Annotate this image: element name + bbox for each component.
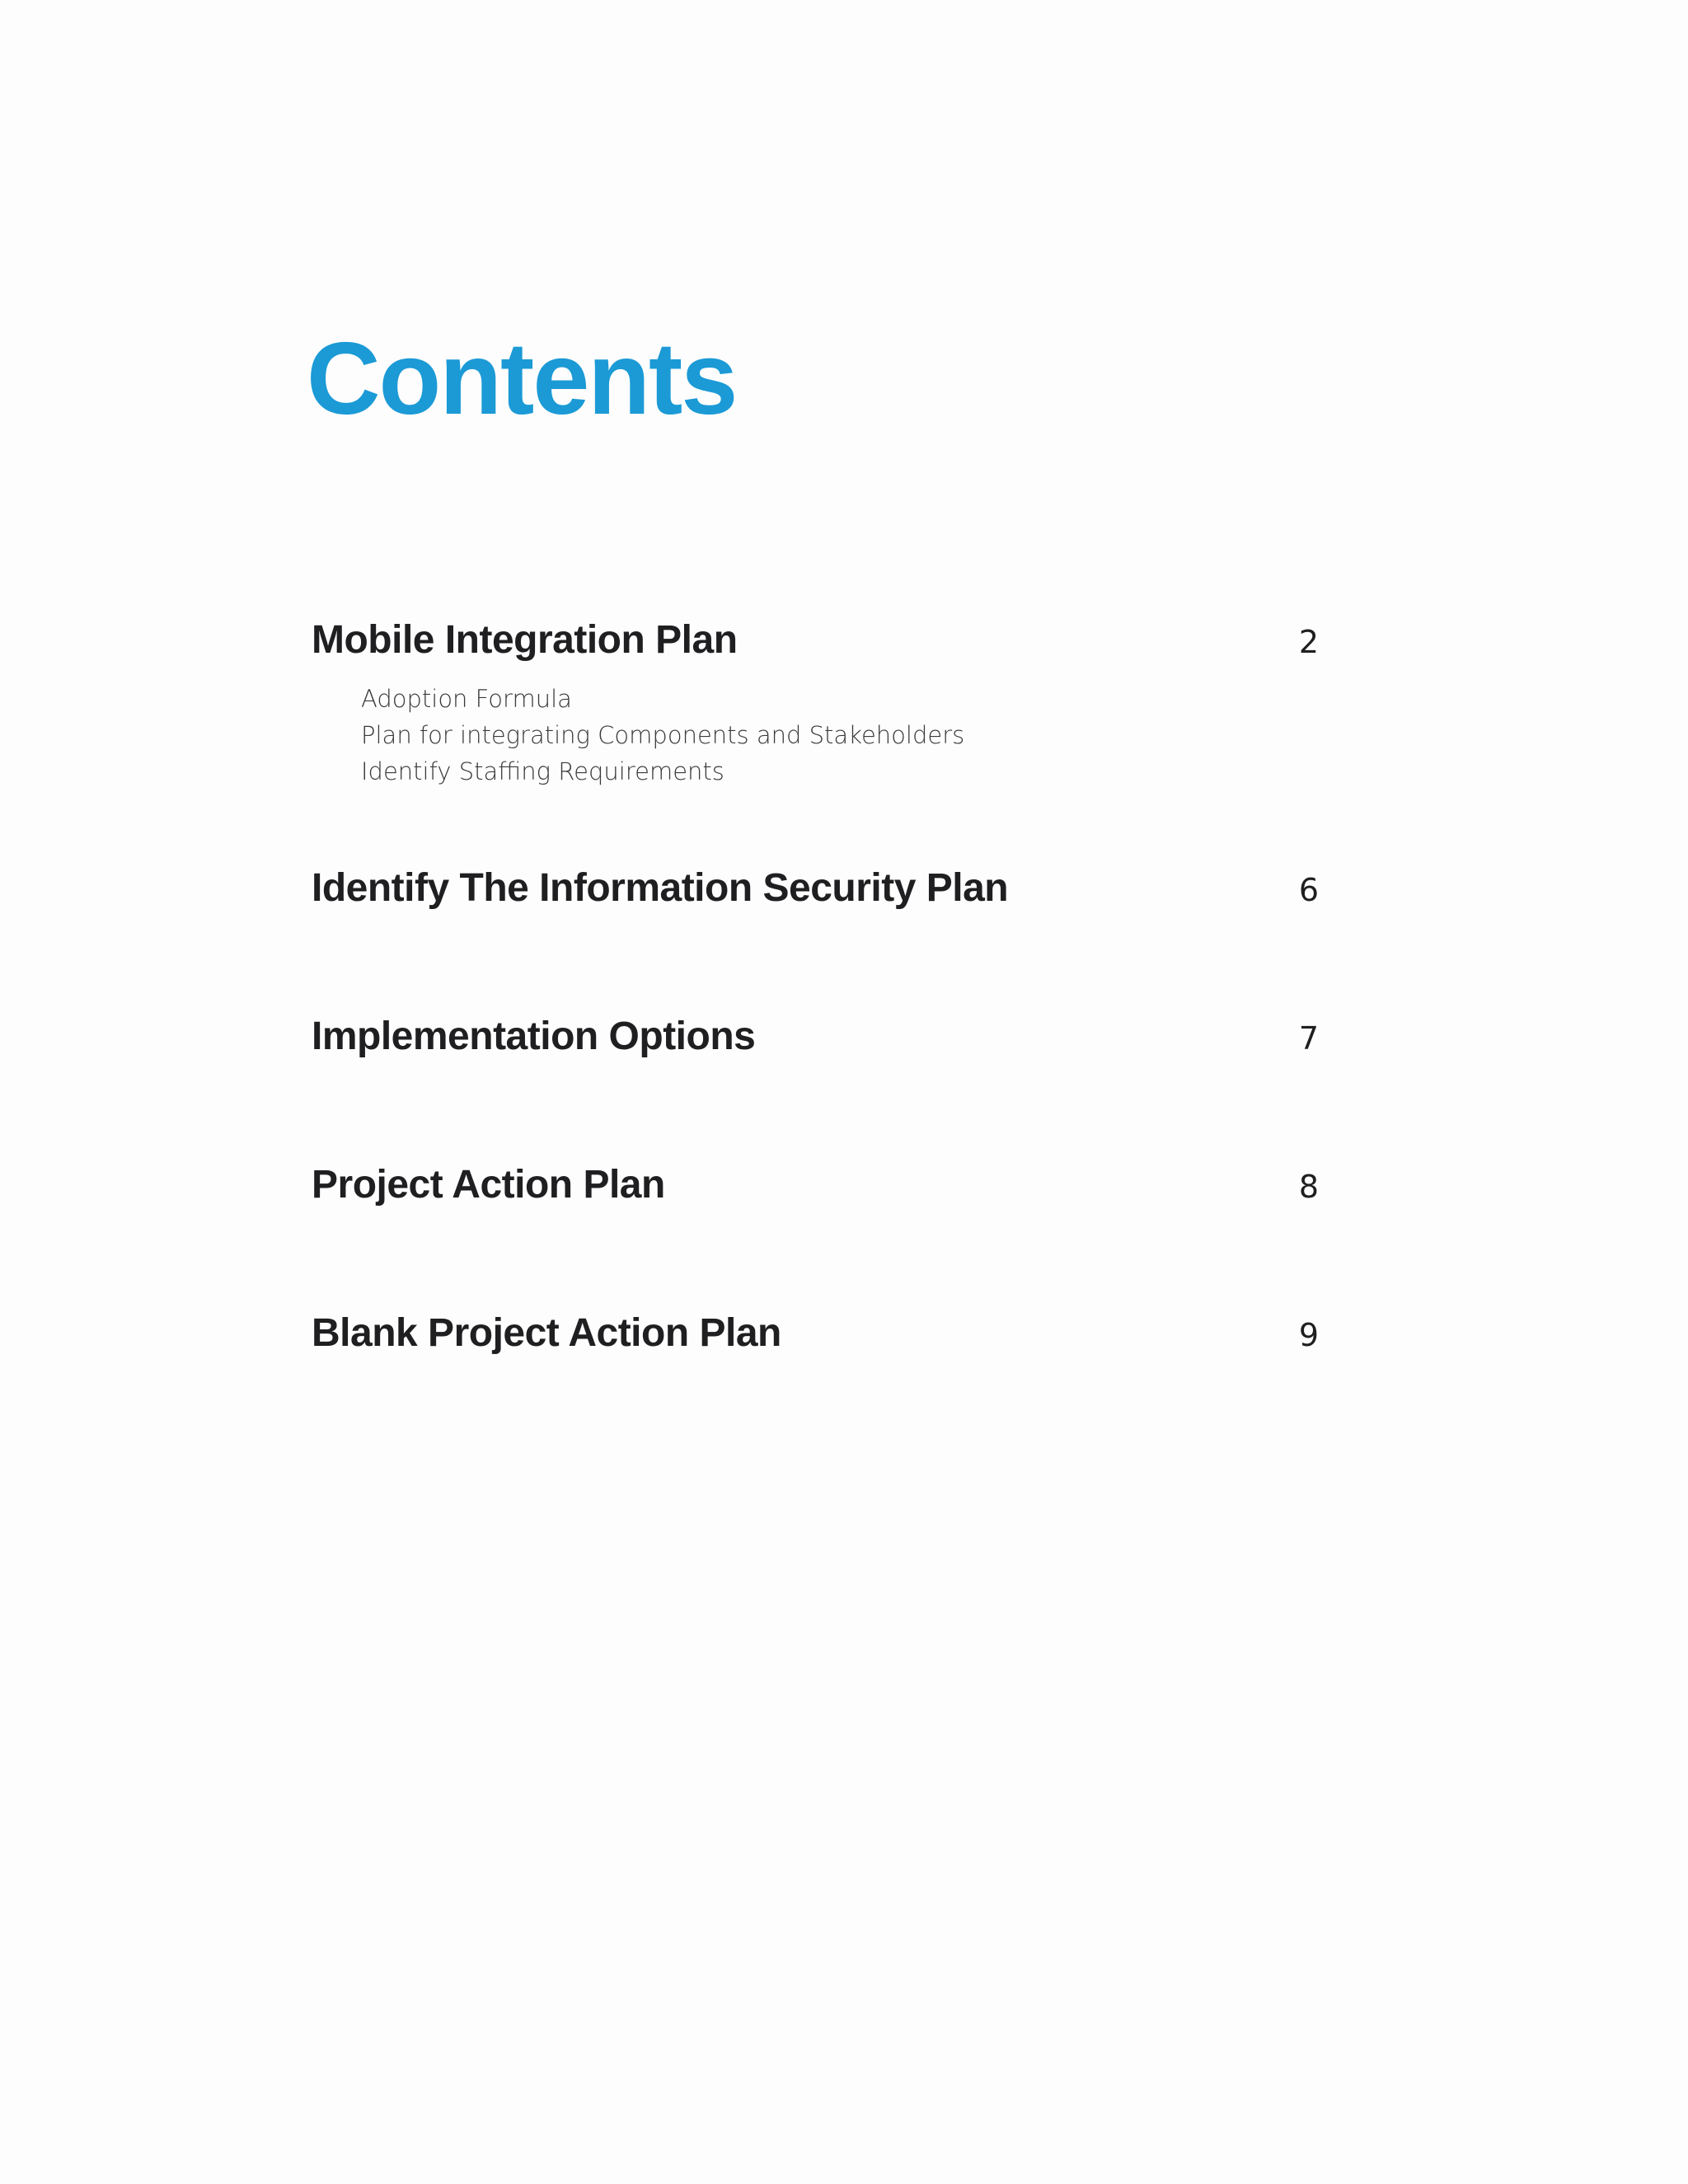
toc-subitem-list: [361, 681, 964, 790]
toc-entry-heading: [312, 1008, 1319, 1066]
toc-entry-title[interactable]: Identify The Information Security Plan: [312, 866, 1009, 910]
toc-subitem[interactable]: Identify Staffing Requirements: [361, 757, 724, 785]
toc-entry-mobile-integration-plan[interactable]: [312, 612, 1319, 785]
toc-entry-heading: [312, 1156, 1319, 1214]
toc-entry-heading: [312, 860, 1319, 917]
toc-entry-blank-project-action-plan[interactable]: [312, 1305, 1319, 1362]
toc-entry-title[interactable]: Mobile Integration Plan: [312, 618, 738, 662]
toc-entry-heading: [312, 612, 1319, 669]
toc-entry-heading: [312, 1305, 1319, 1362]
toc-entry-page-number: 6: [1298, 872, 1319, 908]
toc-entry-page-number: 7: [1298, 1020, 1319, 1057]
toc-subitem[interactable]: Adoption Formula: [361, 685, 572, 713]
toc-entry-project-action-plan[interactable]: [312, 1156, 1319, 1214]
toc-entry-title[interactable]: Project Action Plan: [312, 1163, 665, 1207]
toc-entry-implementation-options[interactable]: [312, 1008, 1319, 1066]
toc-subitem[interactable]: Plan for integrating Components and Stakeholders: [361, 721, 965, 749]
page-title: Contents: [307, 322, 737, 436]
toc-entry-title[interactable]: Blank Project Action Plan: [312, 1311, 781, 1355]
toc-entry-title[interactable]: Implementation Options: [312, 1015, 756, 1058]
toc-entry-information-security-plan[interactable]: [312, 860, 1319, 917]
toc-entry-page-number: 8: [1298, 1169, 1319, 1205]
toc-entry-page-number: 9: [1298, 1317, 1319, 1353]
toc-entry-page-number: 2: [1298, 624, 1319, 660]
